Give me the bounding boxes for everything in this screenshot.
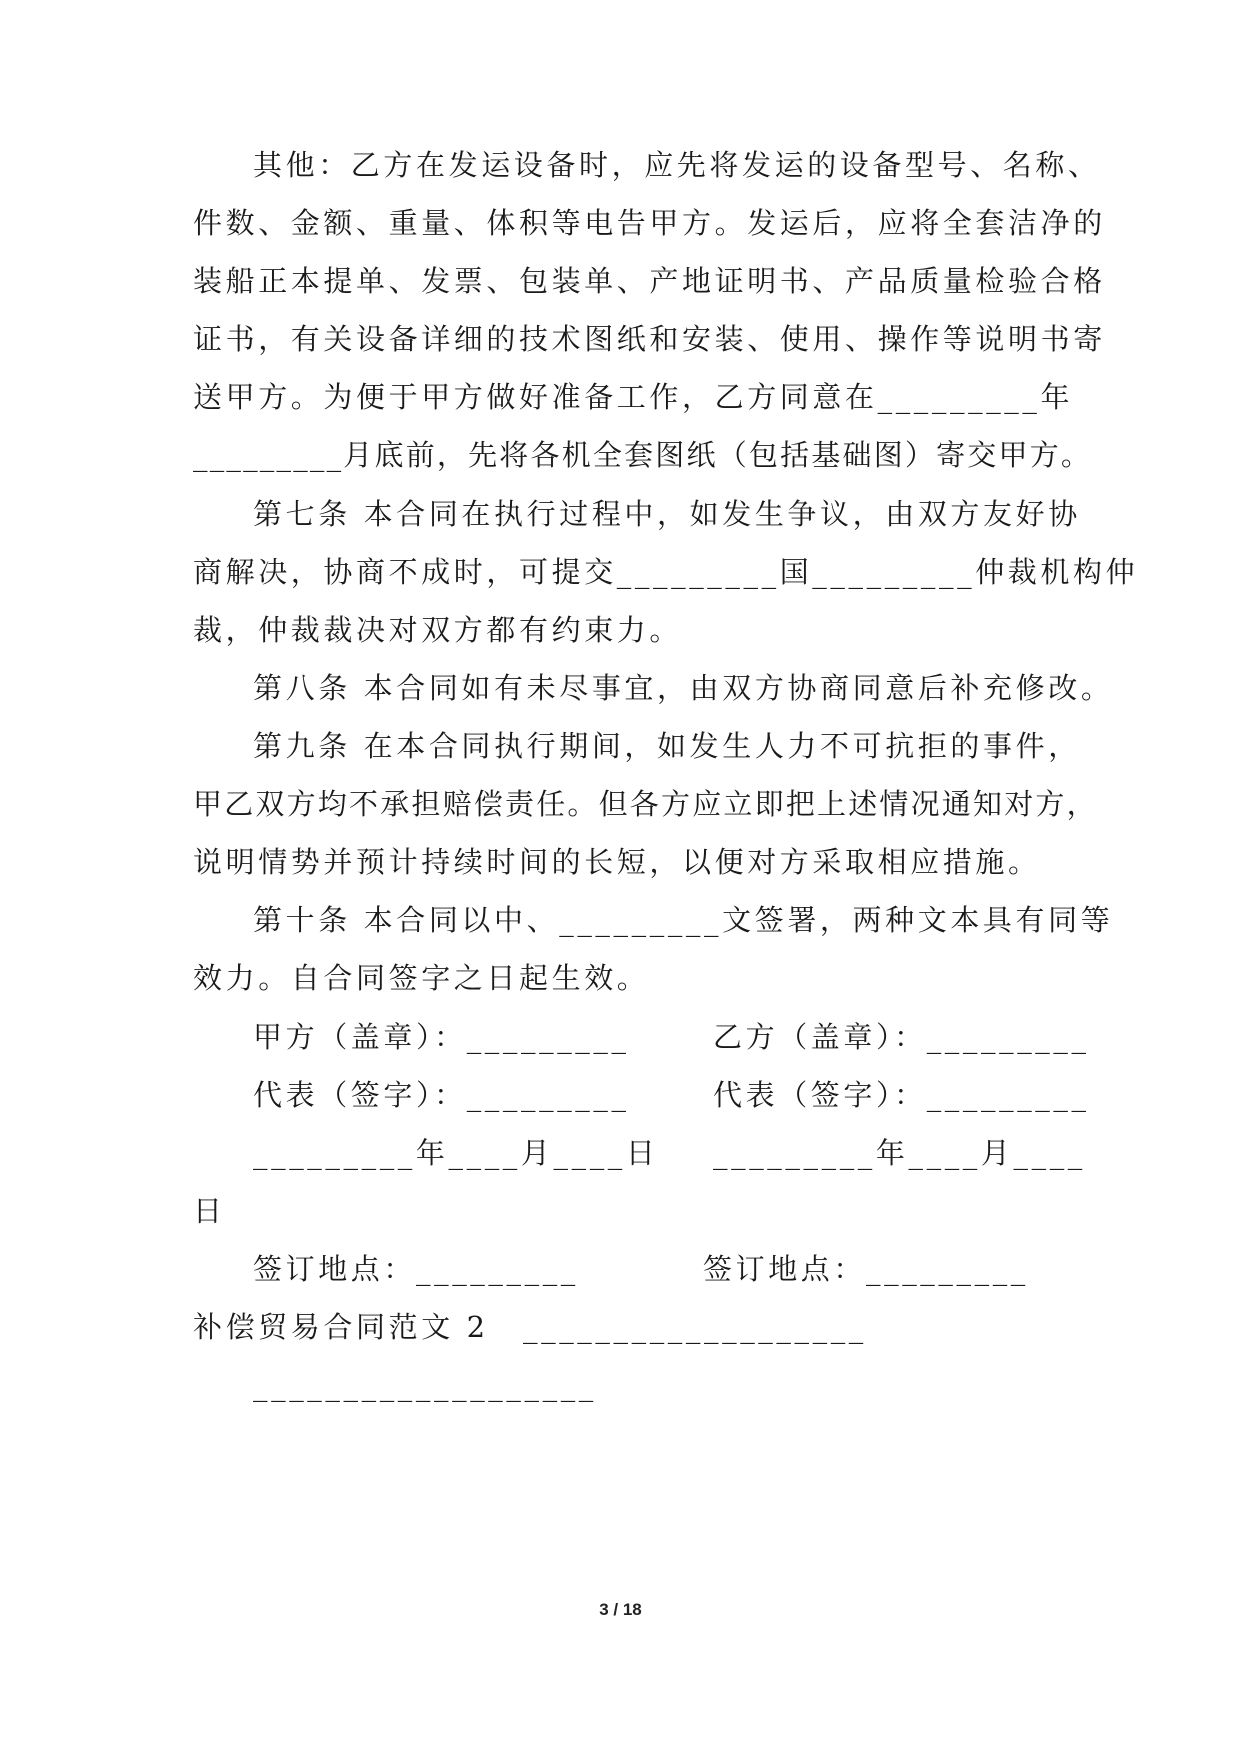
next-section-blank: ___________________ [523,1310,867,1344]
paragraph-line: 证书，有关设备详细的技术图纸和安装、使用、操作等说明书寄 [193,322,1106,356]
article-7-line: 商解决，协商不成时，可提交_________国_________仲裁机构仲 [193,555,1139,589]
page-number: 3 / 18 [599,1600,642,1619]
article-10-line: 效力。自合同签字之日起生效。 [193,961,650,995]
article-7-line: 第七条 本合同在执行过程中，如发生争议，由双方友好协 [253,497,1081,531]
article-7-line: 裁，仲裁裁决对双方都有约束力。 [193,613,683,647]
next-section-title: 补偿贸易合同范文 2 [193,1310,489,1344]
paragraph-line: 送甲方。为便于甲方做好准备工作，乙方同意在_________年 [193,380,1074,414]
party-b-seal: 乙方（盖章）：_________ [713,1020,1090,1054]
article-9-line: 第九条 在本合同执行期间，如发生人力不可抗拒的事件， [253,729,1081,763]
article-10-line: 第十条 本合同以中、_________文签署，两种文本具有同等 [253,903,1114,937]
party-a-signing-place: 签订地点：_________ [253,1252,579,1286]
next-section-blank: ___________________ [253,1368,597,1402]
article-9-line: 甲乙双方均不承担赔偿责任。但各方应立即把上述情况通知对方， [193,787,1098,821]
article-8-line: 第八条 本合同如有未尽事宜，由双方协商同意后补充修改。 [253,671,1114,705]
article-9-line: 说明情势并预计持续时间的长短，以便对方采取相应措施。 [193,845,1041,879]
party-b-representative: 代表（签字）：_________ [713,1078,1090,1112]
party-b-date-tail: 日 [193,1194,226,1228]
party-a-representative: 代表（签字）：_________ [253,1078,630,1112]
paragraph-line: _________月底前，先将各机全套图纸（包括基础图）寄交甲方。 [193,438,1093,472]
paragraph-line: 其他：乙方在发运设备时，应先将发运的设备型号、名称、 [253,148,1101,182]
paragraph-line: 装船正本提单、发票、包装单、产地证明书、产品质量检验合格 [193,264,1106,298]
party-b-signing-place: 签订地点：_________ [703,1252,1029,1286]
paragraph-line: 件数、金额、重量、体积等电告甲方。发运后，应将全套洁净的 [193,206,1106,240]
party-a-seal: 甲方（盖章）：_________ [253,1020,630,1054]
party-b-date: _________年____月____ [713,1136,1086,1170]
party-a-date: _________年____月____日 [253,1136,659,1170]
